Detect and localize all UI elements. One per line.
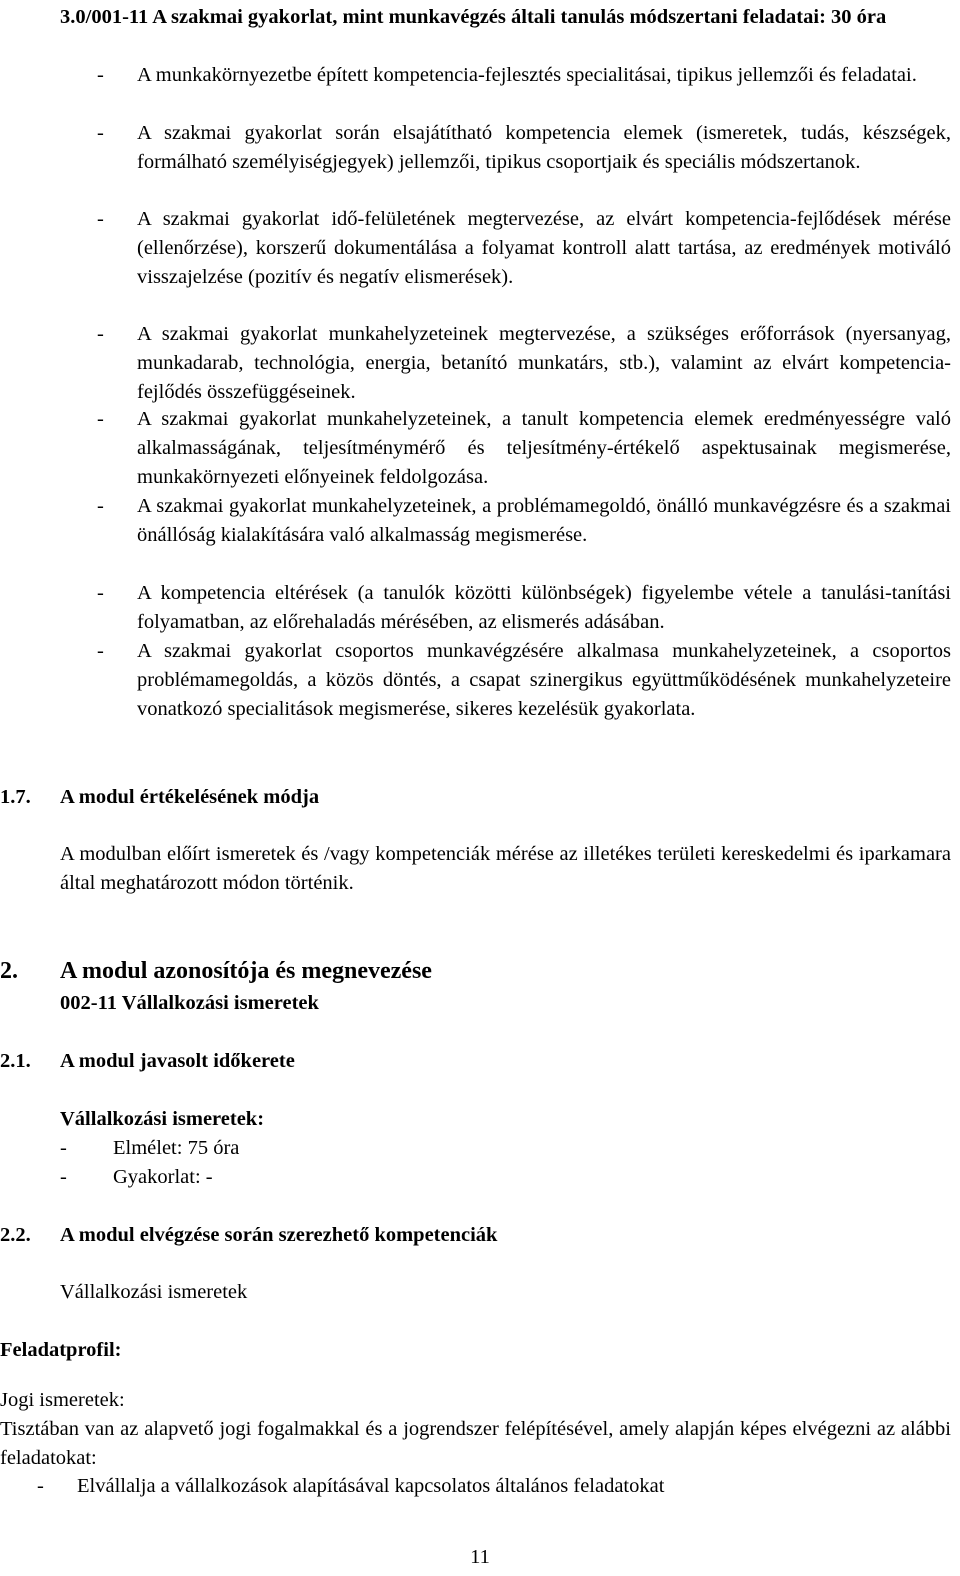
- document-page: 3.0/001-11 A szakmai gyakorlat, mint munkavégzés általi tanulás módszertani feladatai: 30 óra - A munkakörnyezetbe épített kompetencia-fejlesztés specialitásai, tipikus jellemzői és feladatai. - A szakmai gyakorlat során elsajátítható kompetencia elemek (ismeretek, tudás, készségek, formálható személyiségjegyek) jellemzői, tipikus csoportjaik és speciális módszertanok. - A szakmai gyakorlat idő-felületének megtervezése, az elvárt kompetencia-fejlődések mérése (ellenőrzése), korszerű dokumentálása a folyamat kontroll alatt tartása, az eredmények motiváló visszajelzése (pozitív és negatív elismerések). - A szakmai gyakorlat munkahelyzeteinek megtervezése, a szükséges erőforrások (nyersanyag, munkadarab, technológia, energia, betanító munkatárs, stb.), valamint az elvárt kompetencia-fejlődés összefüggéseinek. - A szakmai gyakorlat munkahelyzeteinek, a tanult kompetencia elemek eredményességre való alkalmasságának, teljesítménymérő és teljesítmény-értékelő aspektusainak megismerése, munkakörnyezeti előnyeinek feldolgozása. - A szakmai gyakorlat munkahelyzeteinek, a problémamegoldó, önálló munkavégzésre és a szakmai önállóság kialakítására való alkalmasság megismerése. - A kompetencia eltérések (a tanulók közötti különbségek) figyelembe vétele a tanulási-tanítási folyamatban, az előrehaladás mérésében, az elismerés adásában. - A szakmai gyakorlat csoportos munkavégzésére alkalmasa munkahelyzeteinek, a csoportos problémamegoldás, a közös döntés, a csapat szinergikus együttműködésének munkahelyzeteire vonatkozó specialitások megismerése, sikeres kezelésük gyakorlata. 1.7. A modul értékelésének módja A modulban előírt ismeretek és /vagy kompetenciák mérése az illetékes területi kereskedelmi és iparkamara által meghatározott módon történik. 2. A modul azonosítója és megnevezése 002-11 Vállalkozási ismeretek 2.1. A modul javasolt időkerete Vállalkozási ismeretek: - Elmélet: 75 óra - Gyakorlat: - 2.2. A modul elvégzése során szerezhető kompetenciák Vállalkozási ismeretek Feladatprofil: Jogi ismeretek: Tisztában van az alapvető jogi fogalmakkal és a jogrendszer felépítésével, amely alapján képes elvégezni az alábbi feladatokat: - Elvállalja a vállalkozások alapításával kapcsolatos általános feladatokat 11: [0, 0, 960, 1576]
- list-dash: -: [97, 208, 104, 230]
- section-heading: A modul javasolt időkerete: [60, 1050, 295, 1072]
- section-heading: Feladatprofil:: [0, 1339, 122, 1361]
- section-heading: A modul értékelésének módja: [60, 786, 320, 808]
- page-number: 11: [470, 1546, 490, 1568]
- list-dash: -: [97, 408, 104, 430]
- section-number: 2.1.: [0, 1050, 31, 1072]
- list-dash: -: [97, 495, 104, 517]
- paragraph: A modulban előírt ismeretek és /vagy kompetenciák mérése az illetékes területi kereskedelmi és iparkamara által meghatározott módon történik.: [60, 843, 951, 894]
- section-subtitle: 002-11 Vállalkozási ismeretek: [60, 992, 319, 1014]
- list-dash: -: [60, 1166, 67, 1188]
- section-number: 1.7.: [0, 786, 31, 808]
- paragraph: Tisztában van az alapvető jogi fogalmakkal és a jogrendszer felépítésével, amely alapján képes elvégezni az alábbi feladatokat:: [0, 1418, 951, 1469]
- list-dash: -: [97, 122, 104, 144]
- list-dash: -: [37, 1475, 44, 1497]
- paragraph: Vállalkozási ismeretek: [60, 1281, 248, 1303]
- list-dash: -: [97, 640, 104, 662]
- section-number: 2.: [0, 958, 18, 984]
- section-heading: A modul elvégzése során szerezhető kompetenciák: [60, 1224, 498, 1246]
- section-number: 2.2.: [0, 1224, 31, 1246]
- subheading: Jogi ismeretek:: [0, 1389, 125, 1411]
- list-dash: -: [97, 582, 104, 604]
- section-heading: A modul azonosítója és megnevezése: [60, 958, 432, 984]
- list-dash: -: [60, 1137, 67, 1159]
- list-dash: -: [97, 323, 104, 345]
- section-heading: 3.0/001-11 A szakmai gyakorlat, mint munkavégzés általi tanulás módszertani feladatai: 30 óra: [60, 6, 887, 28]
- group-title: Vállalkozási ismeretek:: [60, 1108, 265, 1130]
- list-dash: -: [97, 64, 104, 86]
